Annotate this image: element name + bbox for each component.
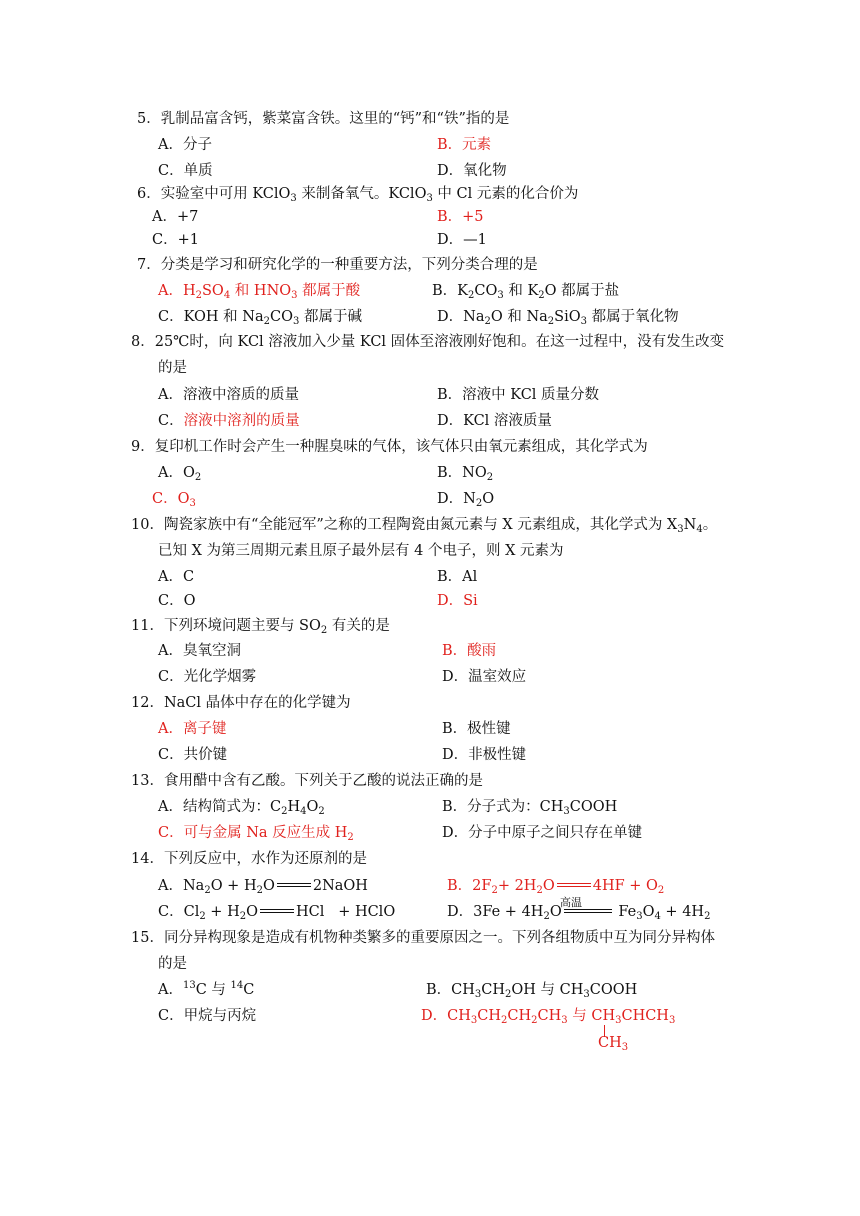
q15-stem-line2: 的是 [158,956,187,972]
q14-condition-label: 高温 [560,896,582,909]
q10-option-d: D．Si [437,593,478,609]
q10-option-c: C．O [158,593,196,609]
q8-option-a: A．溶液中溶质的质量 [158,387,299,403]
q7-option-d: D．$Na_2O$ 和 $Na_2SiO_3$ 都属于氧化物 [437,309,679,327]
q6-option-a: A．+7 [152,209,199,225]
q11-option-a: A．臭氧空洞 [158,643,241,659]
q7-stem: 7．分类是学习和研究化学的一种重要方法，下列分类合理的是 [137,257,538,273]
q8-option-b: B．溶液中 KCl 质量分数 [437,387,600,403]
q7-option-b: B．$K_2CO_3$ 和 $K_2O$ 都属于盐 [432,283,620,301]
q5-option-a: A．分子 [158,137,212,153]
q12-option-b: B．极性键 [442,721,511,737]
q13-option-c: C．可与金属 Na 反应生成 $H_2$ [158,825,354,843]
q8-stem-line2: 的是 [158,360,187,376]
q13-option-b: B．分子式为：$CH_3COOH$ [442,799,618,817]
q14-option-d: D．$3Fe + 4H_2O$ $Fe_3O_4 + 4H_2$ [447,904,711,922]
q14-option-c: C．$Cl_2 + H_2O$ HCl + HClO [158,904,396,922]
q11-option-c: C．光化学烟雾 [158,669,257,685]
q9-option-a: A．$O_2$ [158,465,202,483]
q5-option-c: C．单质 [158,163,213,179]
q11-stem: 11．下列环境问题主要与 $SO_2$ 有关的是 [131,618,390,636]
q15-option-a: A．$^{13}$C 与 $^{14}$C [158,980,255,998]
q7-option-c: C．KOH 和 $Na_2CO_3$ 都属于碱 [158,309,362,327]
q5-option-b: B．元素 [437,137,492,153]
q9-option-c: C．$O_3$ [152,491,196,509]
q10-option-b: B．Al [437,569,478,585]
q14-stem: 14．下列反应中，水作为还原剂的是 [131,851,367,867]
q15-stem-line1: 15．同分异构现象是造成有机物种类繁多的重要原因之一。下列各组物质中互为同分异构体 [131,930,715,946]
q11-option-d: D．温室效应 [442,669,527,685]
q13-option-a: A．结构简式为：$C_2H_4O_2$ [158,799,325,817]
q9-stem: 9．复印机工作时会产生一种腥臭味的气体，该气体只由氧元素组成，其化学式为 [131,439,648,455]
q6-option-b: B．+5 [437,209,484,225]
q6-option-c: C．+1 [152,232,199,248]
q10-stem-line1: 10．陶瓷家族中有“全能冠军”之称的工程陶瓷由氮元素与 X 元素组成，其化学式为 $X_3N_4$。 [131,517,718,535]
q12-option-c: C．共价键 [158,747,228,763]
q13-option-d: D．分子中原子之间只存在单键 [442,825,643,841]
q8-option-d: D．KCl 溶液质量 [437,413,552,429]
q5-stem: 5．乳制品富含钙，紫菜富含铁。这里的“钙”和“铁”指的是 [137,111,510,127]
q15-option-c: C．甲烷与丙烷 [158,1008,257,1024]
q10-stem-line2: 已知 X 为第三周期元素且原子最外层有 4 个电子，则 X 元素为 [158,543,564,559]
q15-option-b: B．$CH_3CH_2OH$ 与 $CH_3COOH$ [426,982,638,1000]
q12-option-d: D．非极性键 [442,747,527,763]
q5-option-d: D．氧化物 [437,163,507,179]
q15-option-d: D．$CH_3CH_2CH_2CH_3$ 与 $CH_3CHCH_3$ [421,1008,676,1026]
q6-option-d: D．—1 [437,232,487,248]
q7-option-a: A．$H_2SO_4$ 和 $HNO_3$ 都属于酸 [158,283,361,301]
q13-stem: 13．食用醋中含有乙酸。下列关于乙酸的说法正确的是 [131,773,483,789]
q11-option-b: B．酸雨 [442,643,497,659]
q8-option-c: C．溶液中溶剂的质量 [158,413,300,429]
q9-option-b: B．$NO_2$ [437,465,494,483]
q9-option-d: D．$N_2O$ [437,491,495,509]
q8-stem-line1: 8．25℃时，向 KCl 溶液加入少量 KCl 固体至溶液刚好饱和。在这一过程中，没有发生改变 [131,334,725,350]
q15-branch-methyl: $CH_3$ [598,1035,629,1053]
q6-stem: 6．实验室中可用 KClO$_3$ 来制备氧气。KClO$_3$ 中 Cl 元素的化合价为 [137,186,579,204]
q10-option-a: A．C [158,569,195,585]
q12-option-a: A．离子键 [158,721,227,737]
q14-option-a: A．$Na_2O + H_2O$ 2NaOH [158,878,368,896]
q12-stem: 12．NaCl 晶体中存在的化学键为 [131,695,351,711]
q14-option-b: B．$2F_2+ 2H_2O$ $4HF + O_2$ [447,878,665,896]
